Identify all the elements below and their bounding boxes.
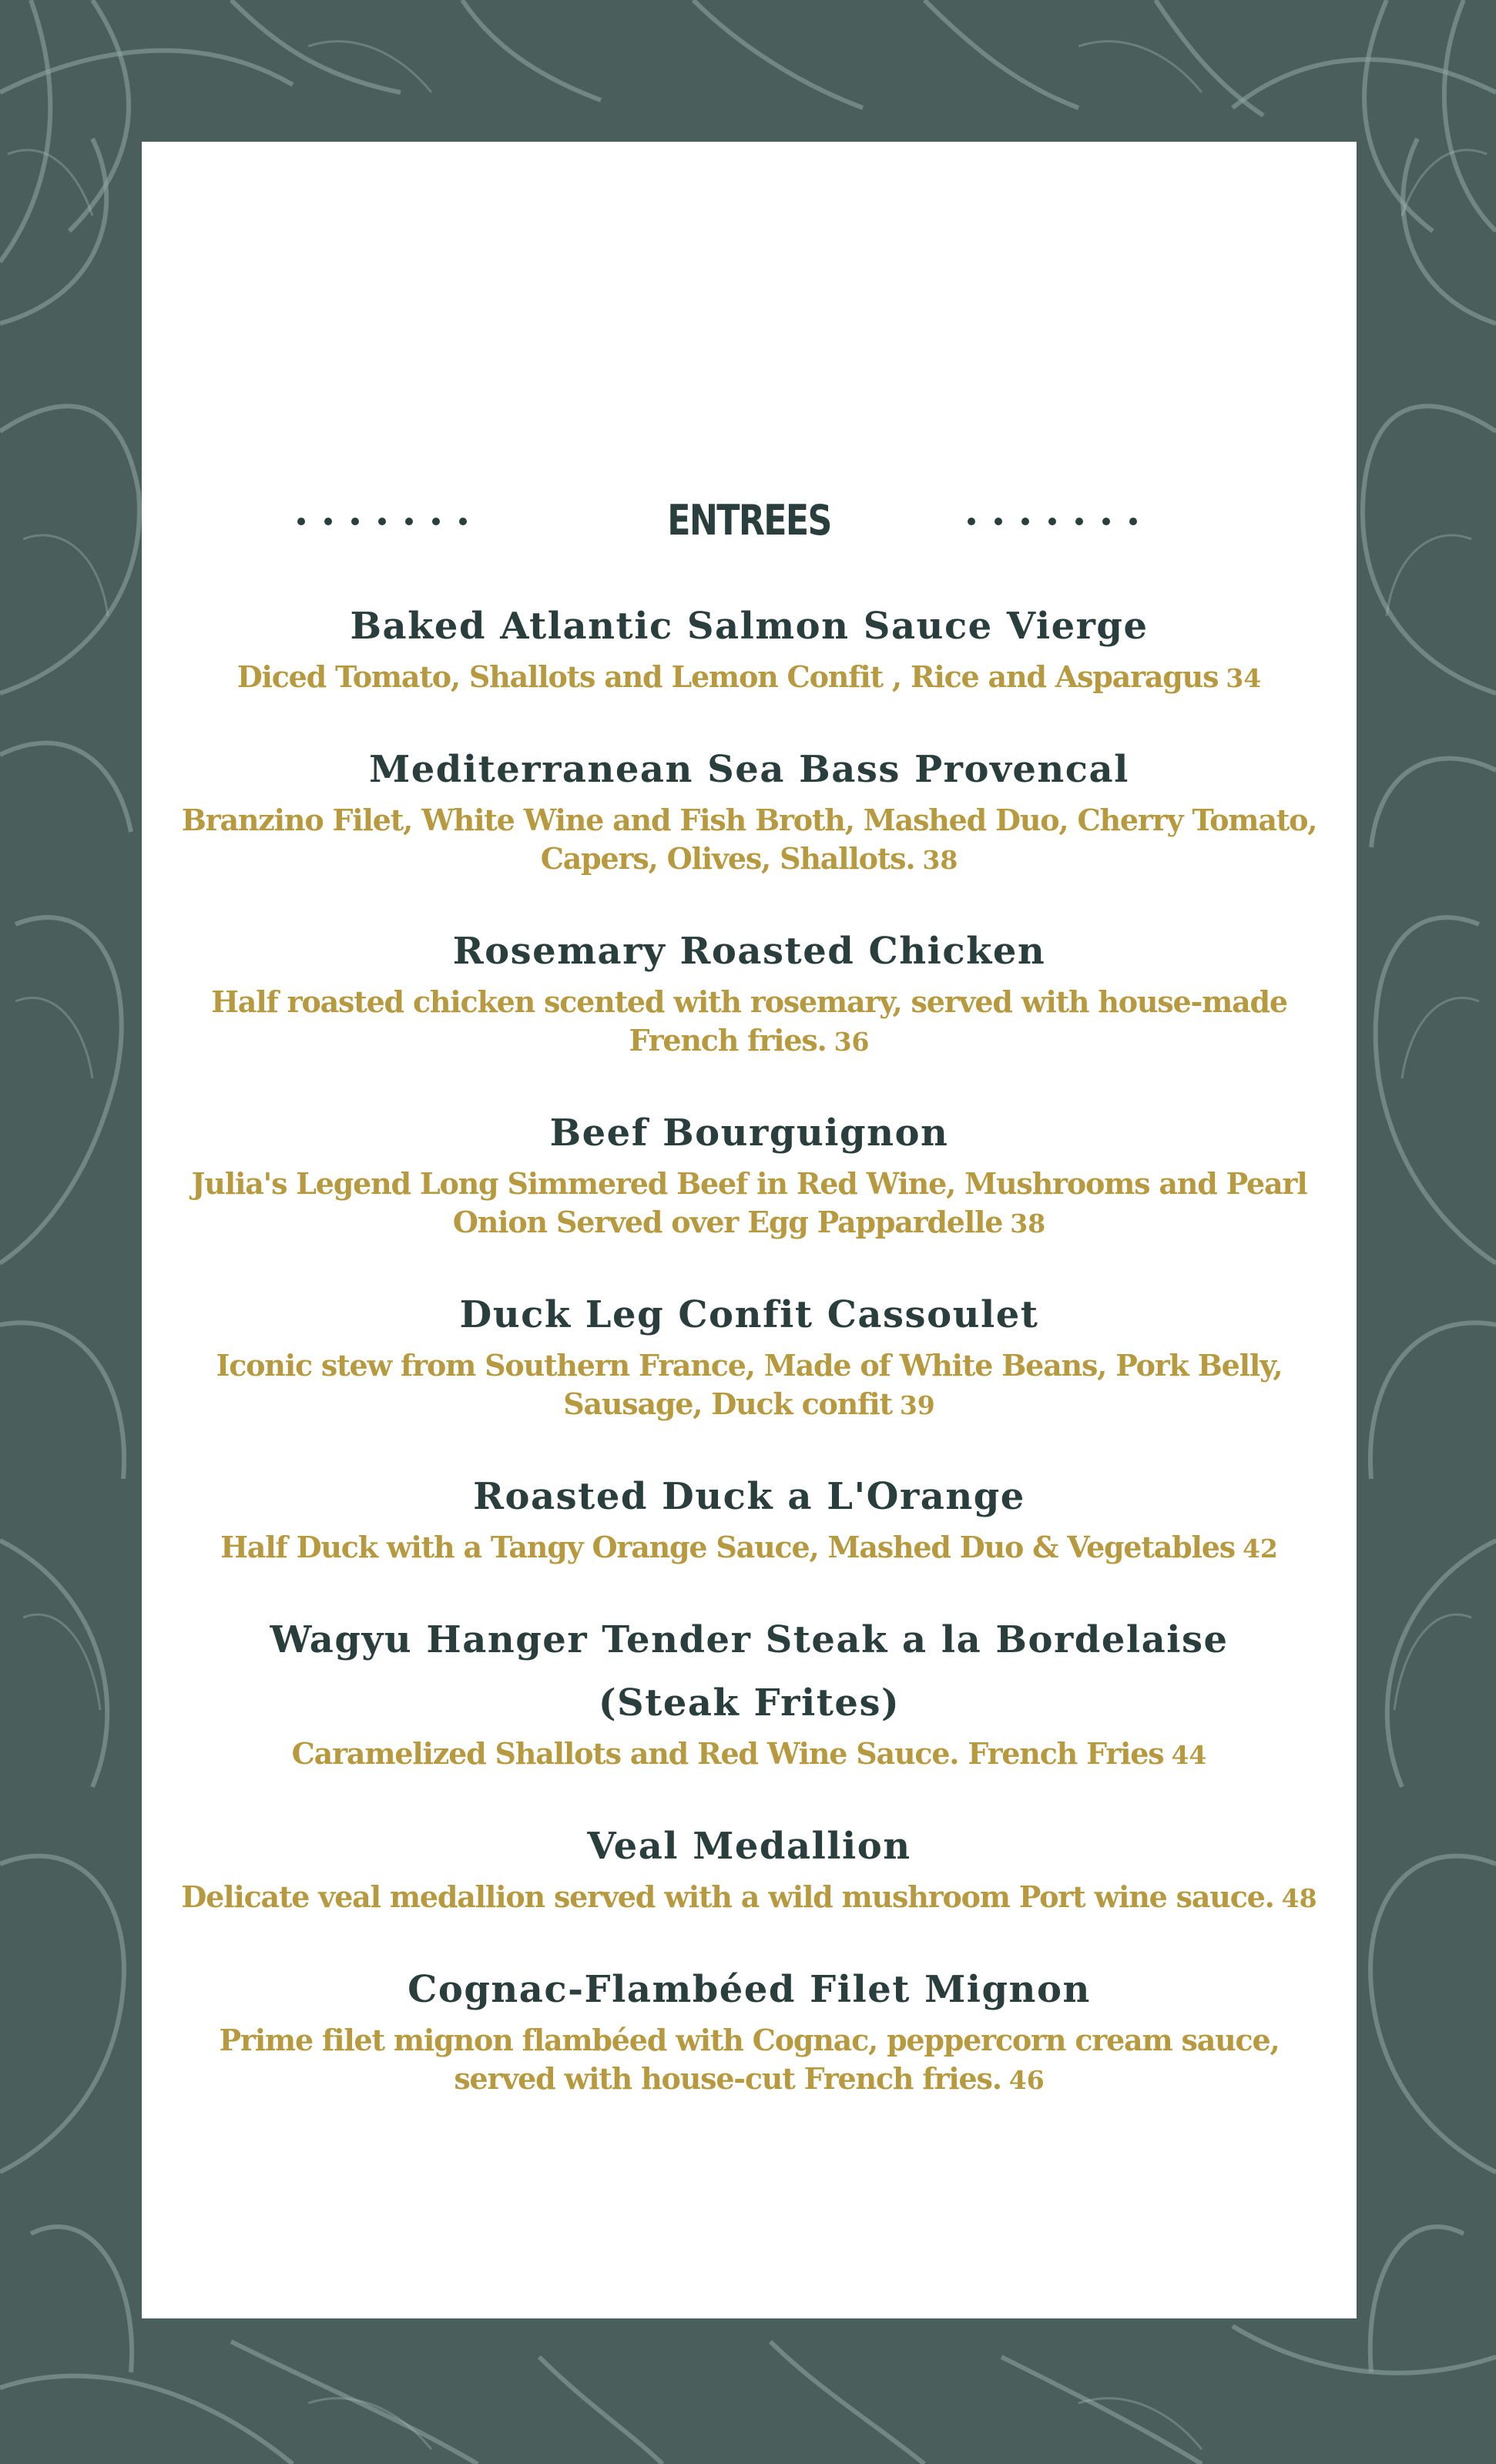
menu-item xyxy=(173,1815,1326,1918)
item-name: Cognac-Flambéed Filet Mignon xyxy=(408,1968,1091,2011)
item-description: Half Duck with a Tangy Orange Sauce, Mashed Duo & Vegetables 42 xyxy=(220,1530,1278,1564)
menu-item xyxy=(173,1958,1326,2100)
menu-item xyxy=(173,595,1326,698)
item-name: Duck Leg Confit Cassoulet xyxy=(459,1293,1039,1336)
item-price: 39 xyxy=(899,1390,935,1420)
decorative-dots-right xyxy=(968,518,1137,525)
item-description: Caramelized Shallots and Red Wine Sauce. French Fries 44 xyxy=(291,1736,1207,1771)
item-name: Roasted Duck a L'Orange xyxy=(473,1475,1025,1518)
item-name: Rosemary Roasted Chicken xyxy=(452,930,1046,973)
menu-item xyxy=(173,920,1326,1061)
menu-item xyxy=(173,1608,1326,1775)
item-name: Veal Medallion xyxy=(587,1825,911,1868)
item-description: Julia's Legend Long Simmered Beef in Red Wine, Mushrooms and Pearl Onion Served over Egg Pappardelle 38 xyxy=(191,1166,1307,1239)
item-price: 38 xyxy=(922,845,958,875)
menu-items-list xyxy=(142,595,1357,2140)
item-price: 46 xyxy=(1008,2065,1045,2095)
item-price: 36 xyxy=(834,1027,870,1057)
item-price: 44 xyxy=(1171,1740,1207,1770)
section-header xyxy=(142,481,1357,573)
item-name: Beef Bourguignon xyxy=(549,1111,949,1155)
menu-item xyxy=(173,1283,1326,1425)
item-price: 34 xyxy=(1226,663,1262,693)
item-description: Prime filet mignon flambéed with Cognac, peppercorn cream sauce, served with house-cut French fries. 46 xyxy=(219,2023,1280,2096)
item-description: Diced Tomato, Shallots and Lemon Confit , Rice and Asparagus 34 xyxy=(236,659,1262,694)
item-name: Wagyu Hanger Tender Steak a la Bordelaise (Steak Frites) xyxy=(270,1618,1229,1725)
item-description: Iconic stew from Southern France, Made of White Beans, Pork Belly, Sausage, Duck confit 39 xyxy=(216,1348,1283,1421)
menu-item xyxy=(173,738,1326,880)
item-price: 48 xyxy=(1281,1883,1317,1913)
item-price: 38 xyxy=(1010,1209,1046,1239)
item-name: Mediterranean Sea Bass Provencal xyxy=(369,748,1129,791)
item-price: 42 xyxy=(1242,1534,1278,1564)
menu-item xyxy=(173,1101,1326,1243)
item-description: Branzino Filet, White Wine and Fish Broth, Mashed Duo, Cherry Tomato, Capers, Olives, Shallots. 38 xyxy=(181,803,1317,876)
item-description: Half roasted chicken scented with rosemary, served with house-made French fries. 36 xyxy=(211,984,1287,1058)
item-name: Baked Atlantic Salmon Sauce Vierge xyxy=(350,605,1149,648)
item-description: Delicate veal medallion served with a wild mushroom Port wine sauce. 48 xyxy=(181,1879,1317,1914)
section-title: ENTREES xyxy=(667,496,831,545)
menu-item xyxy=(173,1465,1326,1568)
menu-card xyxy=(142,142,1357,2318)
